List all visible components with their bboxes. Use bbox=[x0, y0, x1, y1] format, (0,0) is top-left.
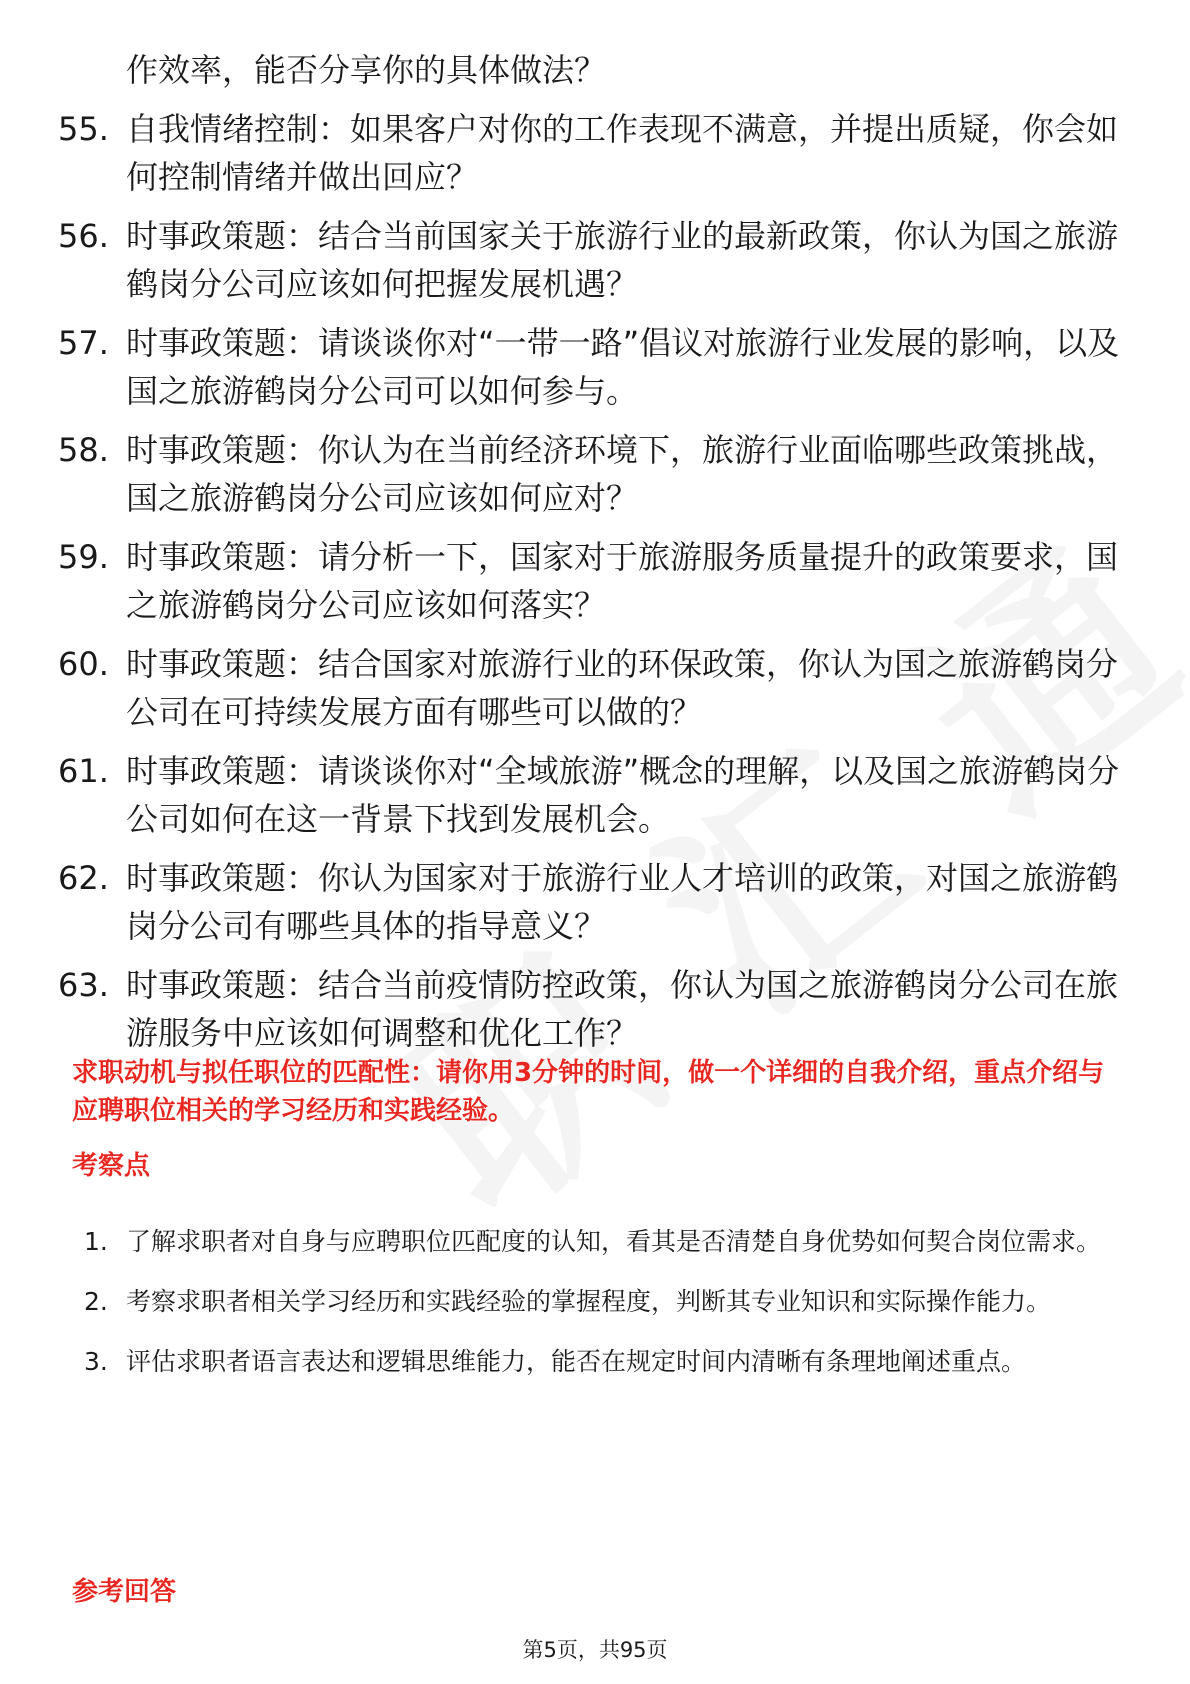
question-item bbox=[58, 640, 1128, 736]
evaluation-point bbox=[84, 1213, 1124, 1271]
page-number: 第5页，共95页 bbox=[522, 1638, 668, 1662]
question-text: 时事政策题：你认为国家对于旅游行业人才培训的政策，对国之旅游鹤岗分公司有哪些具体的指导意义？ bbox=[126, 859, 1119, 945]
question-item bbox=[58, 319, 1128, 415]
question-number: 58. bbox=[58, 431, 109, 469]
evaluation-point bbox=[84, 1273, 1124, 1331]
question-text: 自我情绪控制：如果客户对你的工作表现不满意，并提出质疑，你会如何控制情绪并做出回应？ bbox=[126, 110, 1119, 196]
featured-question: 求职动机与拟任职位的匹配性：请你用3分钟的时间，做一个详细的自我介绍，重点介绍与应聘职位相关的学习经历和实践经验。 bbox=[72, 1058, 1105, 1126]
point-number: 2. bbox=[84, 1287, 108, 1316]
question-item bbox=[58, 961, 1128, 1057]
question-number: 63. bbox=[58, 966, 109, 1004]
evaluation-point bbox=[84, 1333, 1124, 1391]
question-list bbox=[58, 46, 1128, 1068]
question-item bbox=[58, 854, 1128, 950]
question-text: 时事政策题：请分析一下，国家对于旅游服务质量提升的政策要求，国之旅游鹤岗分公司应该如何落实？ bbox=[126, 538, 1119, 624]
point-text: 了解求职者对自身与应聘职位匹配度的认知，看其是否清楚自身优势如何契合岗位需求。 bbox=[126, 1227, 1102, 1256]
question-text: 时事政策题：请谈谈你对“一带一路”倡议对旅游行业发展的影响，以及国之旅游鹤岗分公司可以如何参与。 bbox=[126, 324, 1120, 410]
question-continuation: 作效率，能否分享你的具体做法？ bbox=[126, 51, 607, 89]
reference-answer-heading: 参考回答 bbox=[72, 1577, 177, 1607]
question-number: 61. bbox=[58, 752, 109, 790]
point-text: 评估求职者语言表达和逻辑思维能力，能否在规定时间内清晰有条理地阐述重点。 bbox=[126, 1347, 1027, 1376]
question-number: 55. bbox=[58, 110, 109, 148]
question-number: 56. bbox=[58, 217, 109, 255]
question-item bbox=[58, 533, 1128, 629]
point-number: 1. bbox=[84, 1227, 108, 1256]
point-number: 3. bbox=[84, 1347, 108, 1376]
question-text: 时事政策题：你认为在当前经济环境下，旅游行业面临哪些政策挑战，国之旅游鹤岗分公司应该如何应对？ bbox=[126, 431, 1119, 517]
evaluation-points-list bbox=[84, 1213, 1124, 1393]
evaluation-points-heading: 考察点 bbox=[72, 1151, 151, 1181]
point-text: 考察求职者相关学习经历和实践经验的掌握程度，判断其专业知识和实际操作能力。 bbox=[126, 1287, 1052, 1316]
question-item bbox=[58, 747, 1128, 843]
question-text: 时事政策题：结合当前国家关于旅游行业的最新政策，你认为国之旅游鹤岗分公司应该如何把握发展机遇？ bbox=[126, 217, 1119, 303]
question-text: 时事政策题：结合当前疫情防控政策，你认为国之旅游鹤岗分公司在旅游服务中应该如何调整和优化工作？ bbox=[126, 966, 1119, 1052]
question-text: 时事政策题：请谈谈你对“全域旅游”概念的理解，以及国之旅游鹤岗分公司如何在这一背景下找到发展机会。 bbox=[126, 752, 1120, 838]
question-number: 59. bbox=[58, 538, 109, 576]
question-item bbox=[58, 426, 1128, 522]
question-text: 时事政策题：结合国家对旅游行业的环保政策，你认为国之旅游鹤岗分公司在可持续发展方面有哪些可以做的？ bbox=[126, 645, 1119, 731]
question-number: 60. bbox=[58, 645, 109, 683]
question-item bbox=[58, 212, 1128, 308]
question-number: 57. bbox=[58, 324, 109, 362]
question-item bbox=[58, 105, 1128, 201]
question-number: 62. bbox=[58, 859, 109, 897]
